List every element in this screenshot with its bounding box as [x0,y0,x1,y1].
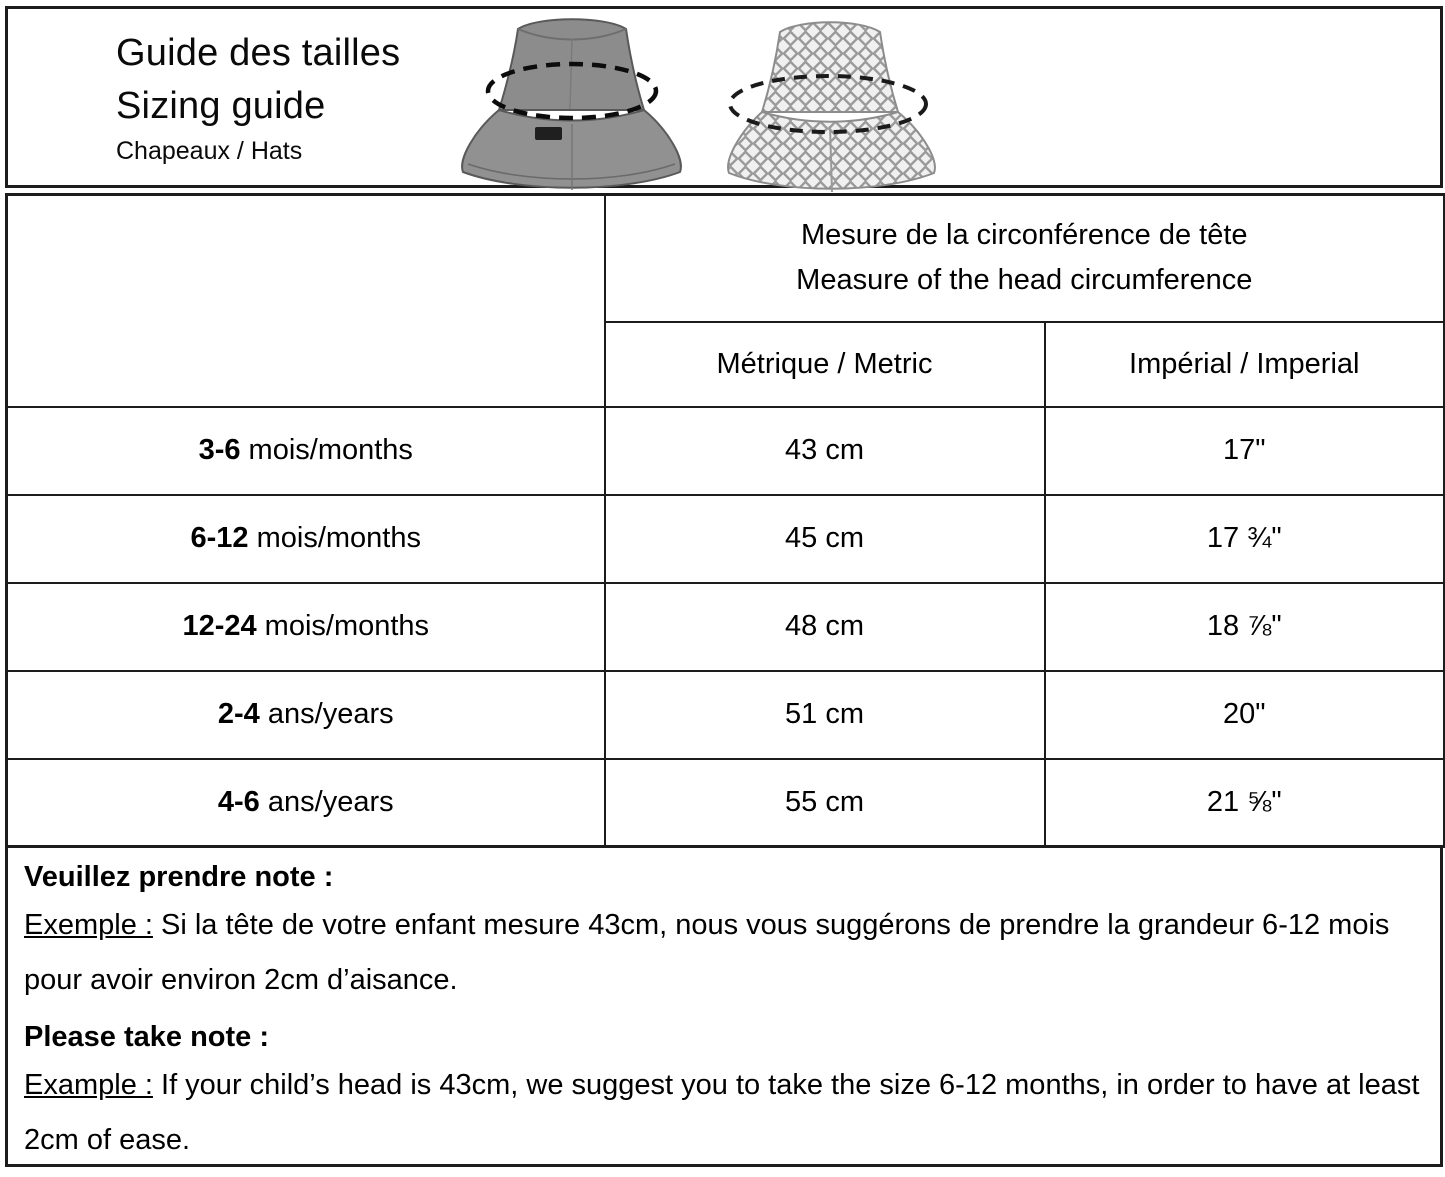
col-header-metric: Métrique / Metric [605,322,1045,407]
size-range: 2-4 [217,698,260,730]
title-en: Sizing guide [116,85,326,127]
size-unit: ans/years [267,698,394,730]
note-text-en [24,1058,1424,1168]
title-fr: Guide des tailles [116,32,401,74]
table-row [7,759,1445,847]
size-range: 3-6 [198,434,241,466]
merged-header-fr: Mesure de la circonférence de tête [800,219,1248,252]
header-section [5,6,1443,188]
note-example-text-fr: Si la tête de votre enfant mesure 43cm, nous vous suggérons de prendre la grandeur 6-12 mois pour avoir environ 2cm d’aisance. [24,909,1390,996]
size-cell [7,583,605,671]
size-range: 12-24 [182,610,257,642]
hat-crown [762,22,898,112]
size-unit: mois/months [248,434,413,466]
imperial-cell: 21 ⅝" [1045,759,1445,847]
col-header-imperial: Impérial / Imperial [1045,322,1445,407]
metric-cell: 55 cm [605,759,1045,847]
empty-corner-cell [7,195,605,407]
table-row [7,407,1445,495]
notes-section [5,845,1443,1167]
metric-cell: 43 cm [605,407,1045,495]
note-text-fr [24,898,1424,1008]
size-unit: mois/months [256,522,421,554]
size-cell [7,759,605,847]
note-example-text-en: If your child’s head is 43cm, we suggest you to take the size 6-12 months, in order to have at least 2cm of ease. [24,1069,1420,1156]
size-cell [7,495,605,583]
imperial-cell: 18 ⅞" [1045,583,1445,671]
note-example-label-en: Example : [24,1069,153,1101]
subtitle-category: Chapeaux / Hats [116,137,303,165]
size-range: 4-6 [217,785,260,818]
plain-bucket-hat-image [438,12,706,192]
table-row [7,583,1445,671]
metric-cell: 45 cm [605,495,1045,583]
merged-header-en: Measure of the head circumference [796,264,1253,297]
patterned-bucket-hat-image [708,16,958,192]
note-heading-fr: Veuillez prendre note : [24,861,334,893]
imperial-cell: 17 ¾" [1045,495,1445,583]
table-row [7,671,1445,759]
note-example-label-fr: Exemple : [24,909,153,941]
imperial-cell: 17" [1045,407,1445,495]
metric-cell: 51 cm [605,671,1045,759]
merged-header [605,195,1445,322]
hat-label-tag [535,127,562,140]
size-cell [7,407,605,495]
note-heading-en: Please take note : [24,1021,269,1053]
size-unit: ans/years [267,785,394,818]
size-unit: mois/months [264,610,430,642]
imperial-cell: 20" [1045,671,1445,759]
size-range: 6-12 [190,522,249,554]
title-block [116,27,400,169]
size-cell [7,671,605,759]
metric-cell: 48 cm [605,583,1045,671]
size-table [5,193,1445,848]
table-row [7,495,1445,583]
